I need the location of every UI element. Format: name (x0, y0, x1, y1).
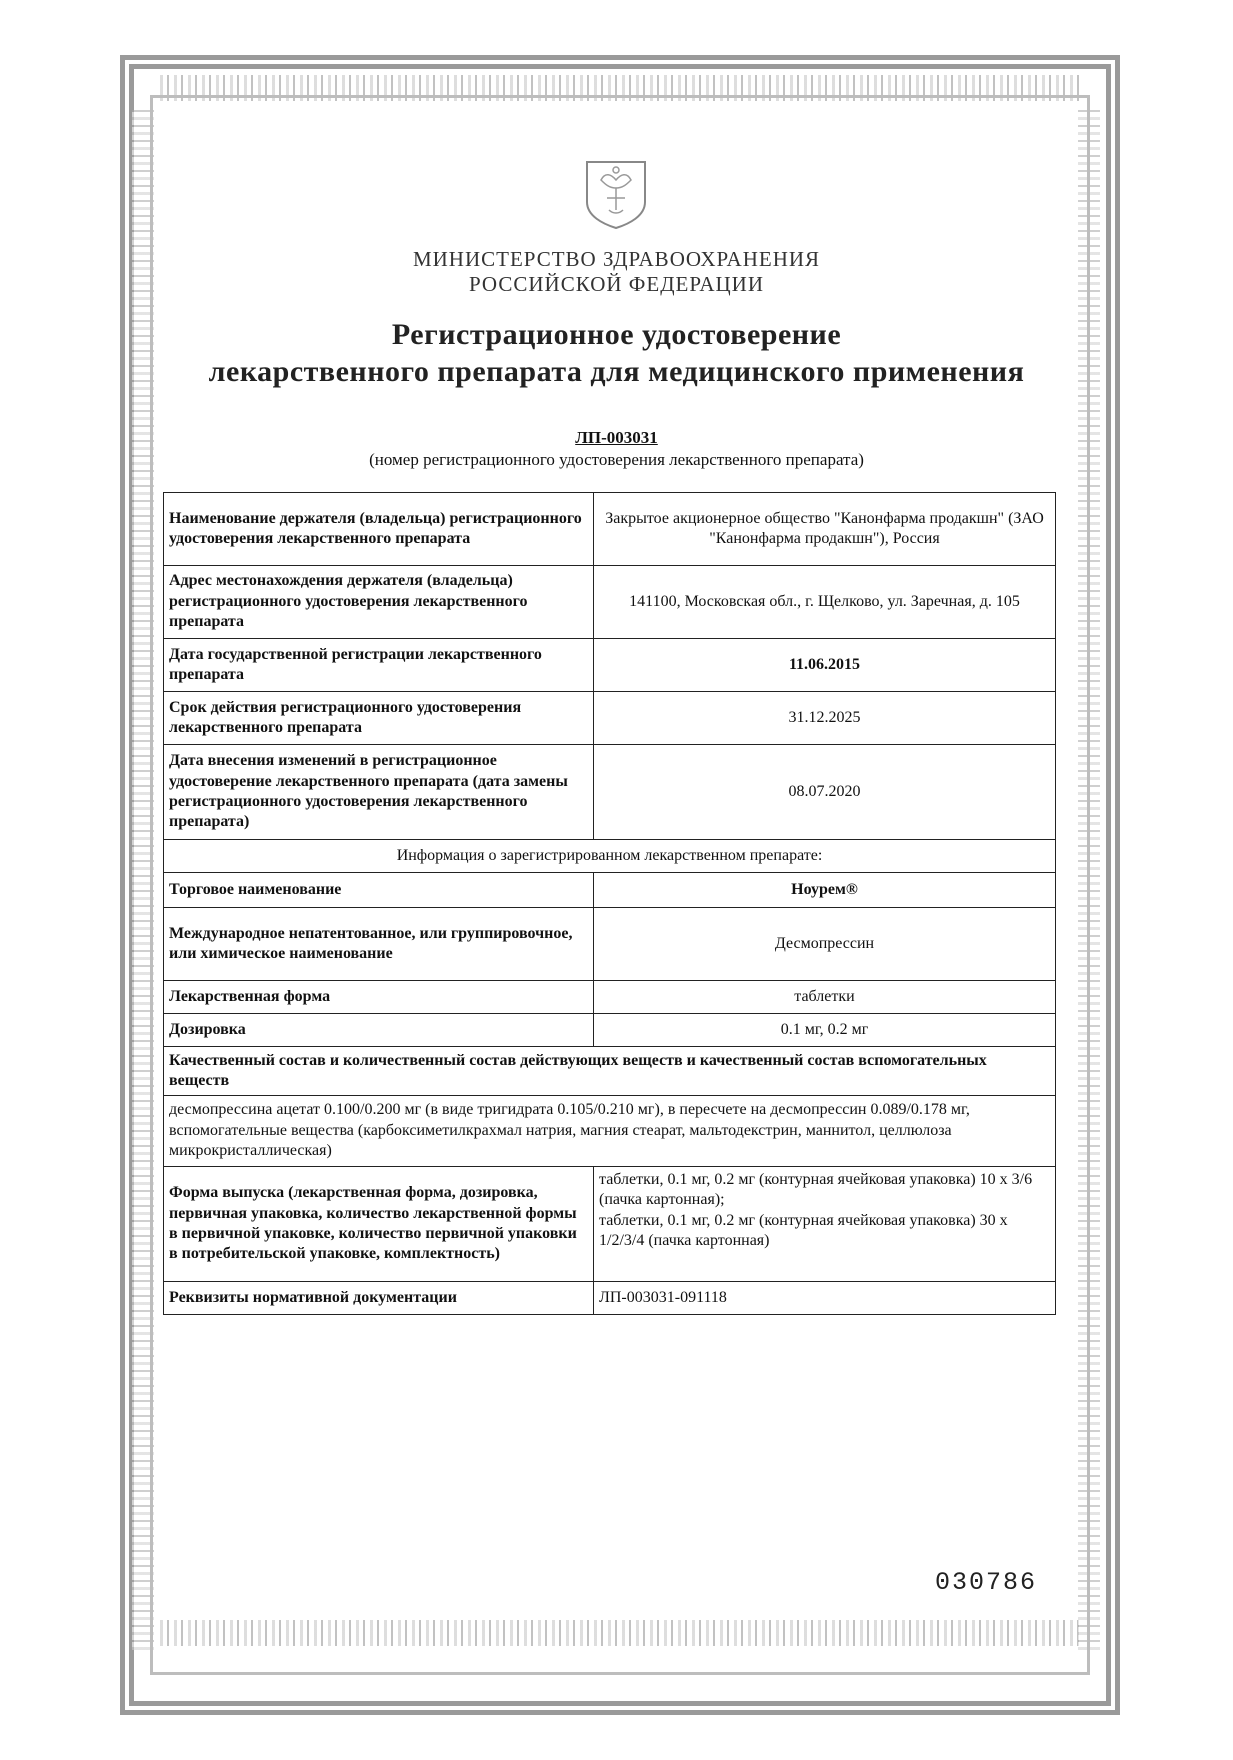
release-form-value (594, 1167, 1056, 1282)
composition-heading: Качественный состав и количественный состав действующих веществ и качественный состав вспомогательных веществ (164, 1047, 1056, 1096)
dosage-label: Дозировка (164, 1014, 594, 1047)
table-row (164, 566, 1056, 639)
normative-docs-value: ЛП-003031-091118 (594, 1282, 1056, 1315)
ministry-name-line2: РОССИЙСКОЙ ФЕДЕРАЦИИ (469, 272, 764, 296)
table-row (164, 1167, 1056, 1282)
serial-number: 030786 (935, 1568, 1038, 1597)
registration-date-value: 11.06.2015 (594, 639, 1056, 692)
table-row (164, 840, 1056, 873)
release-form-line2: таблетки, 0.1 мг, 0.2 мг (контурная ячейковая упаковка) 30 х 1/2/3/4 (пачка картонная) (599, 1211, 1008, 1250)
table-row (164, 745, 1056, 840)
table-row (164, 1096, 1056, 1167)
dosage-form-label: Лекарственная форма (164, 981, 594, 1014)
dosage-value: 0.1 мг, 0.2 мг (594, 1014, 1056, 1047)
table-row (164, 493, 1056, 566)
table-row (164, 1014, 1056, 1047)
normative-docs-label: Реквизиты нормативной документации (164, 1282, 594, 1315)
inn-value: Десмопрессин (594, 908, 1056, 981)
table-row (164, 873, 1056, 908)
amendment-date-label: Дата внесения изменений в регистрационное удостоверение лекарственного препарата (дата замены регистрационного удостоверения лекарственного препарата) (164, 745, 594, 840)
table-row (164, 692, 1056, 745)
document-title-line1: Регистрационное удостоверение (391, 318, 842, 351)
inn-label: Международное непатентованное, или группировочное, или химическое наименование (164, 908, 594, 981)
ministry-name-line1: МИНИСТЕРСТВО ЗДРАВООХРАНЕНИЯ (412, 247, 821, 271)
validity-label: Срок действия регистрационного удостоверения лекарственного препарата (164, 692, 594, 745)
trade-name-label: Торговое наименование (164, 873, 594, 908)
amendment-date-value: 08.07.2020 (594, 745, 1056, 840)
drug-info-header: Информация о зарегистрированном лекарственном препарате: (164, 840, 1056, 873)
table-row (164, 1282, 1056, 1315)
registration-info-table (163, 492, 1056, 1315)
release-form-label: Форма выпуска (лекарственная форма, дозировка, первичная упаковка, количество лекарственной формы в первичной упаковке, количество первичной упаковки в потребительской упаковке, комплектность) (164, 1167, 594, 1282)
holder-name-label: Наименование держателя (владельца) регистрационного удостоверения лекарственного препарата (164, 493, 594, 566)
dosage-form-value: таблетки (594, 981, 1056, 1014)
registration-number: ЛП-003031 (575, 428, 658, 447)
holder-address-value: 141100, Московская обл., г. Щелково, ул. Заречная, д. 105 (594, 566, 1056, 639)
holder-name-value: Закрытое акционерное общество "Канонфарма продакшн" (ЗАО "Канонфарма продакшн"), Россия (594, 493, 1056, 566)
registration-date-label: Дата государственной регистрации лекарственного препарата (164, 639, 594, 692)
coat-of-arms-icon (583, 158, 649, 230)
composition-text: десмопрессина ацетат 0.100/0.200 мг (в виде тригидрата 0.105/0.210 мг), в пересчете на десмопрессин 0.089/0.178 мг, вспомогательные вещества (карбоксиметилкрахмал натрия, магния стеарат, мальтодекстрин, маннитол, целлюлоза микрокристаллическая) (164, 1096, 1056, 1167)
table-row (164, 1047, 1056, 1096)
document-title-line2: лекарственного препарата для медицинского применения (208, 355, 1025, 388)
trade-name-value: Ноурем® (594, 873, 1056, 908)
holder-address-label: Адрес местонахождения держателя (владельца) регистрационного удостоверения лекарственного препарата (164, 566, 594, 639)
table-row (164, 908, 1056, 981)
validity-value: 31.12.2025 (594, 692, 1056, 745)
release-form-line1: таблетки, 0.1 мг, 0.2 мг (контурная ячейковая упаковка) 10 х 3/6 (пачка картонная); (599, 1171, 1033, 1209)
table-row (164, 981, 1056, 1014)
registration-number-caption: (номер регистрационного удостоверения лекарственного препарата) (369, 450, 864, 469)
table-row (164, 639, 1056, 692)
